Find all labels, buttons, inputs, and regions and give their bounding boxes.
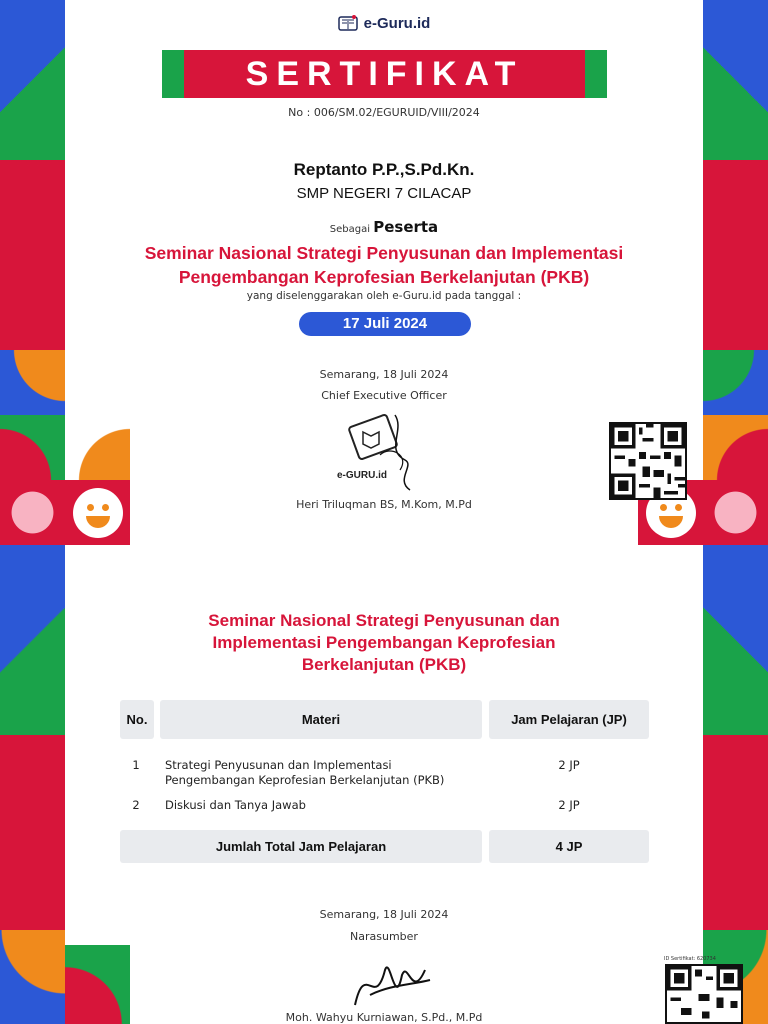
row-materi-line1: Strategi Penyusunan dan Implementasi	[165, 758, 392, 772]
signer-name: Moh. Wahyu Kurniawan, S.Pd., M.Pd	[285, 1011, 483, 1024]
place-date: Semarang, 18 Juli 2024	[319, 908, 449, 921]
place-date: Semarang, 18 Juli 2024	[319, 368, 449, 381]
title-ribbon	[162, 50, 607, 98]
recipient-name: Reptanto P.P.,S.Pd.Kn.	[293, 160, 475, 179]
qr-caption: ID Sertifikat: 620734	[664, 956, 716, 962]
signature-icon	[340, 950, 440, 1020]
event-title-line2: Pengembangan Keprofesian Berkelanjutan (PKB)	[178, 267, 590, 287]
role-prefix: Sebagai	[329, 224, 371, 235]
row-materi	[165, 798, 475, 813]
event-title	[0, 241, 768, 289]
table-header-no: No.	[120, 700, 154, 739]
agenda-title	[0, 610, 768, 676]
agenda-title-line2: Implementasi Pengembangan Keprofesian	[212, 633, 556, 652]
certificate-title: SERTIFIKAT	[184, 50, 585, 98]
total-label: Jumlah Total Jam Pelajaran	[120, 830, 482, 863]
row-no: 1	[132, 758, 140, 772]
row-materi	[165, 758, 475, 788]
left-pattern-extension	[65, 415, 130, 545]
logo-text: e-Guru.id	[363, 14, 431, 32]
signer-name: Heri Triluqman BS, M.Kom, M.Pd	[296, 498, 472, 511]
row-jp: 2 JP	[558, 798, 580, 812]
certificate-number: No : 006/SM.02/EGURUID/VIII/2024	[288, 106, 480, 119]
signature	[340, 950, 440, 1020]
qr-code	[609, 422, 687, 500]
row-jp: 2 JP	[558, 758, 580, 772]
signer-title: Chief Executive Officer	[321, 389, 447, 402]
seal-stamp-icon	[335, 410, 435, 500]
event-title-line1: Seminar Nasional Strategi Penyusunan dan Implementasi	[144, 243, 624, 263]
agenda-title-line3: Berkelanjutan (PKB)	[301, 655, 467, 674]
held-text: yang diselenggarakan oleh e-Guru.id pada tanggal :	[246, 290, 522, 302]
book-icon	[338, 14, 358, 32]
seal-signature	[335, 410, 435, 500]
seal-text: e-GURU.id	[337, 470, 387, 481]
signer-title: Narasumber	[350, 930, 418, 943]
role-line	[0, 218, 768, 236]
total-value: 4 JP	[489, 830, 649, 863]
event-date-badge: 17 Juli 2024	[299, 312, 471, 336]
certificate-back-page	[0, 545, 768, 1024]
row-materi-line2: Pengembangan Keprofesian Berkelanjutan (PKB)	[165, 773, 445, 787]
logo	[0, 14, 768, 36]
table-header-materi: Materi	[160, 700, 482, 739]
row-materi-line1: Diskusi dan Tanya Jawab	[165, 798, 306, 812]
table-header-jp: Jam Pelajaran (JP)	[489, 700, 649, 739]
smiley-icon	[73, 488, 123, 538]
role: Peserta	[373, 218, 439, 236]
recipient-school: SMP NEGERI 7 CILACAP	[296, 185, 472, 202]
row-no: 2	[132, 798, 140, 812]
agenda-title-line1: Seminar Nasional Strategi Penyusunan dan	[208, 611, 560, 630]
